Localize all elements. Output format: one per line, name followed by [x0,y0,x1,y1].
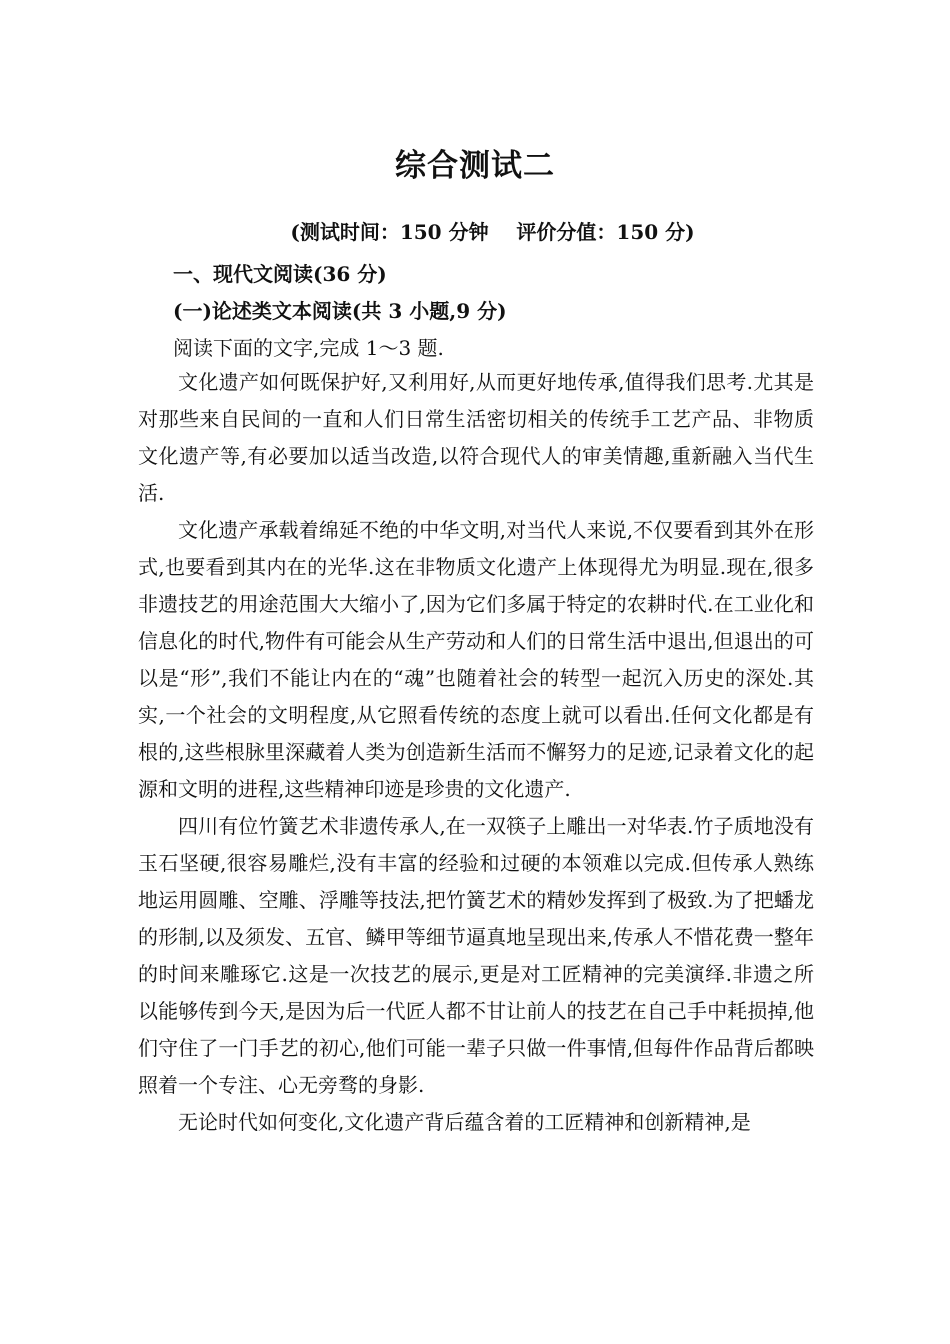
test-info-subtitle: (测试时间：150 分钟 评价分值：150 分) [290,220,695,244]
reading-instruction: 阅读下面的文字,完成 1～3 题. [173,336,444,360]
subsection-heading: (一)论述类文本阅读(共 3 小题,9 分) [173,299,507,323]
page-title: 综合测试二 [395,148,555,184]
reading-passage [138,364,814,1141]
passage-paragraph: 文化遗产如何既保护好,又利用好,从而更好地传承,值得我们思考.尤其是对那些来自民间的一直和人们日常生活密切相关的传统手工艺产品、非物质文化遗产等,有必要加以适当改造,以符合现代人的审美情趣,重新融入当代生活. [138,370,814,505]
section-heading: 一、现代文阅读(36 分) [173,262,387,286]
passage-paragraph: 文化遗产承载着绵延不绝的中华文明,对当代人来说,不仅要看到其外在形式,也要看到其内在的光华.这在非物质文化遗产上体现得尤为明显.现在,很多非遗技艺的用途范围大大缩小了,因为它们多属于特定的农耕时代.在工业化和信息化的时代,物件有可能会从生产劳动和人们的日常生活中退出,但退出的可以是“形”,我们不能让内在的“魂”也随着社会的转型一起沉入历史的深处.其实,一个社会的文明程度,从它照看传统的态度上就可以看出.任何文化都是有根的,这些根脉里深藏着人类为创造新生活而不懈努力的足迹,记录着文化的起源和文明的进程,这些精神印迹是珍贵的文化遗产. [138,518,814,801]
passage-paragraph: 无论时代如何变化,文化遗产背后蕴含着的工匠精神和创新精神,是 [178,1110,751,1134]
passage-paragraph: 四川有位竹簧艺术非遗传承人,在一双筷子上雕出一对华表.竹子质地没有玉石坚硬,很容易雕烂,没有丰富的经验和过硬的本领难以完成.但传承人熟练地运用圆雕、空雕、浮雕等技法,把竹簧艺术的精妙发挥到了极致.为了把蟠龙的形制,以及须发、五官、鳞甲等细节逼真地呈现出来,传承人不惜花费一整年的时间来雕琢它.这是一次技艺的展示,更是对工匠精神的完美演绎.非遗之所以能够传到今天,是因为后一代匠人都不甘让前人的技艺在自己手中耗损掉,他们守住了一门手艺的初心,他们可能一辈子只做一件事情,但每件作品背后都映照着一个专注、心无旁骛的身影. [138,814,814,1097]
